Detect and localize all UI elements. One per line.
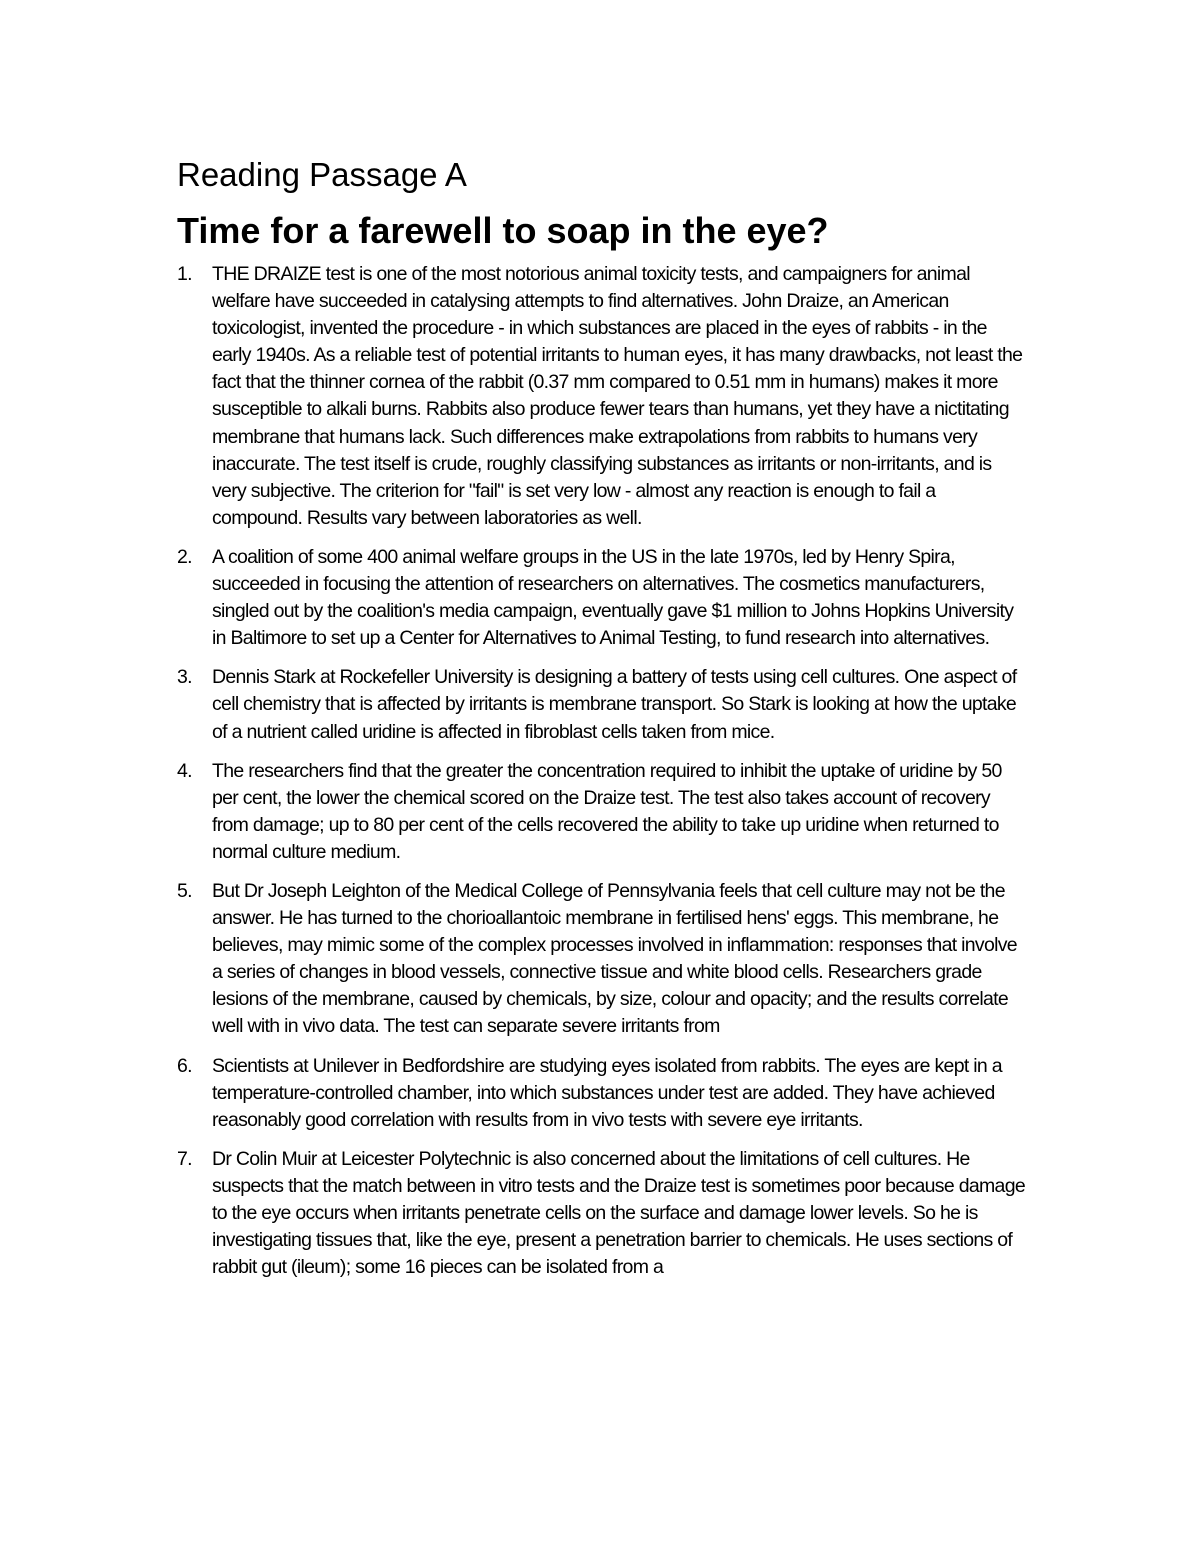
paragraph-number: 1. [177,263,192,285]
paragraph-text: THE DRAIZE test is one of the most notorious animal toxicity tests, and campaigners for animal welfare have succeeded in catalysing attempts to find alternatives. John Draize, an American toxicologist, invented the procedure - in which substances are placed in the eyes of rabbits - in the early 1940s. As a reliable test of potential irritants to human eyes, it has many drawbacks, not least the fact that the thinner cornea of the rabbit (0.37 mm compared to 0.51 mm in humans) makes it more susceptible to alkali burns. Rabbits also produce fewer tears than humans, yet they have a nictitating membrane that humans lack. Such differences make extrapolations from rabbits to humans very inaccurate. The test itself is crude, roughly classifying substances as irritants or non-irritants, and is very subjective. The criterion for "fail" is set very low - almost any reaction is enough to fail a compound. Results vary between laboratories as well. [212,263,1023,529]
paragraph-2 [177,544,1029,652]
paragraph-text: The researchers find that the greater the concentration required to inhibit the uptake of uridine by 50 per cent, the lower the chemical scored on the Draize test. The test also takes account of recovery from damage; up to 80 per cent of the cells recovered the ability to take up uridine when returned to normal culture medium. [212,759,1002,863]
paragraph-number: 5. [177,879,192,902]
paragraph-1 [177,261,1029,532]
passage-title: Time for a farewell to soap in the eye? [177,210,829,251]
paragraph-text: But Dr Joseph Leighton of the Medical College of Pennsylvania feels that cell culture may not be the answer. He has turned to the chorioallantoic membrane in fertilised hens' eggs. This membrane, he believes, may mimic some of the complex processes involved in inflammation: responses that involve a series of changes in blood vessels, connective tissue and white blood cells. Researchers grade lesions of the membrane, caused by chemicals, by size, colour and opacity; and the results correlate well with in vivo data. The test can separate severe irritants from [212,879,1017,1038]
paragraph-number: 7. [177,1147,192,1170]
paragraph-list [177,261,1029,1293]
paragraph-text: Dennis Stark at Rockefeller University is designing a battery of tests using cell cultures. One aspect of cell chemistry that is affected by irritants is membrane transport. So Stark is looking at how the uptake of a nutrient called uridine is affected in fibroblast cells taken from mice. [212,666,1017,743]
paragraph-text: Dr Colin Muir at Leicester Polytechnic is also concerned about the limitations of cell cultures. He suspects that the match between in vitro tests and the Draize test is sometimes poor because damage to the eye occurs when irritants penetrate cells on the surface and damage lower levels. So he is investigating tissues that, like the eye, present a penetration barrier to chemicals. He uses sections of rabbit gut (ileum); some 16 pieces can be isolated from a [212,1147,1025,1279]
paragraph-number: 4. [177,759,192,782]
paragraph-number: 3. [177,666,192,689]
paragraph-text: Scientists at Unilever in Bedfordshire are studying eyes isolated from rabbits. The eyes are kept in a temperature-controlled chamber, into which substances under test are added. They have achieved reasonably good correlation with results from in vivo tests with severe eye irritants. [212,1054,1002,1131]
paragraph-7 [177,1146,1029,1281]
paragraph-number: 2. [177,545,192,568]
paragraph-3 [177,664,1029,745]
paragraph-text: A coalition of some 400 animal welfare groups in the US in the late 1970s, led by Henry Spira, succeeded in focusing the attention of researchers on alternatives. The cosmetics manufacturers, singled out by the coalition's media campaign, eventually gave $1 million to Johns Hopkins University in Baltimore to set up a Center for Alternatives to Animal Testing, to fund research into alternatives. [212,545,1014,650]
paragraph-4 [177,758,1029,866]
passage-heading: Reading Passage A [177,156,467,193]
paragraph-6 [177,1053,1029,1134]
paragraph-number: 6. [177,1054,192,1077]
paragraph-5 [177,878,1029,1041]
